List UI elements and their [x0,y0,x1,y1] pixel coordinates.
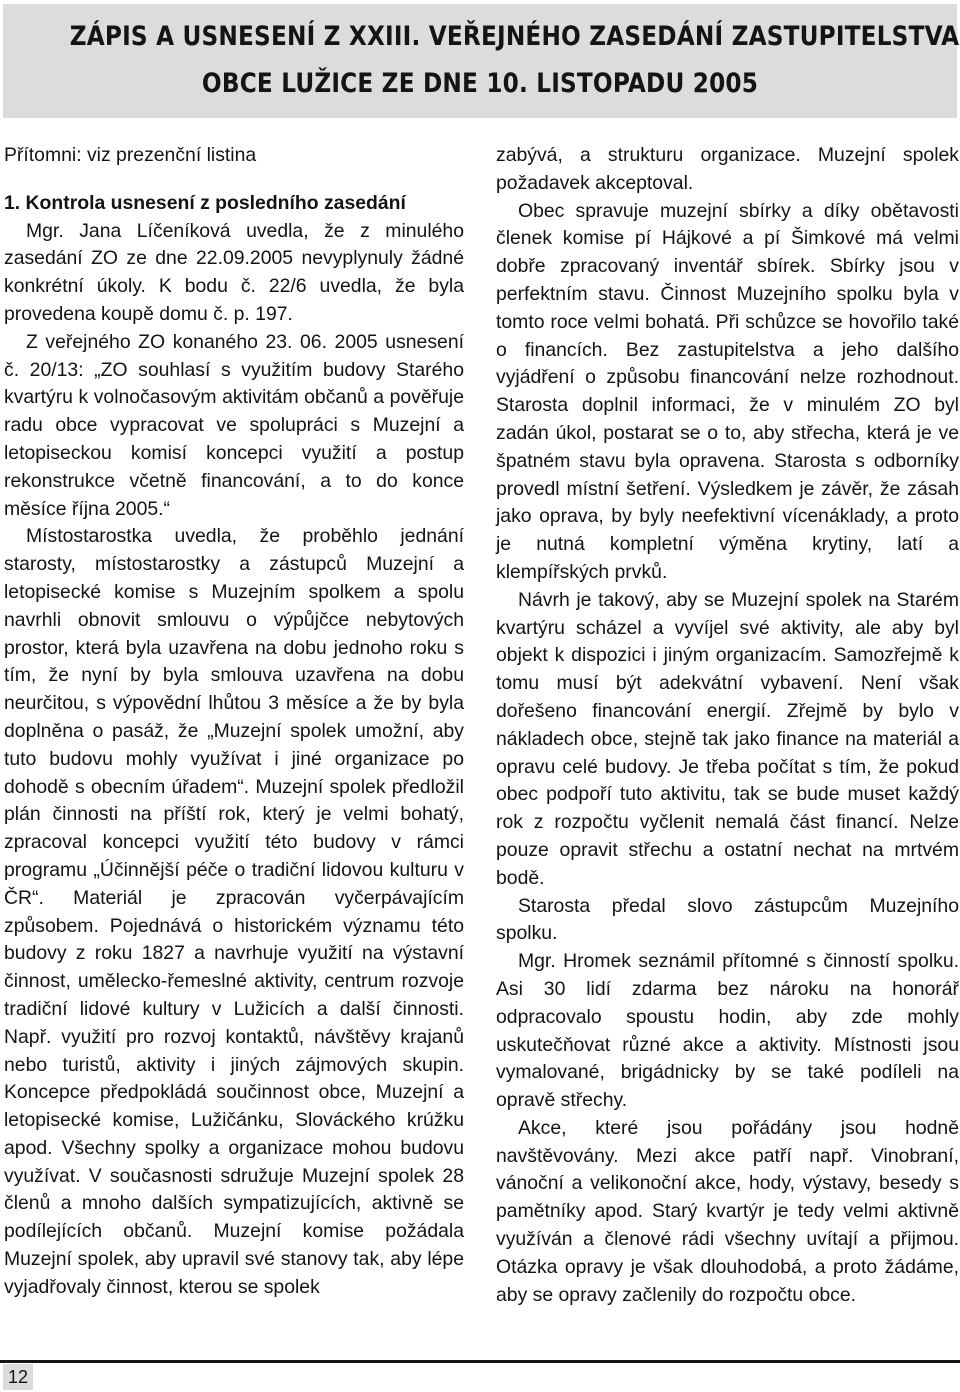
paragraph: Obec spravuje muzejní sbírky a díky obětavosti členek komise pí Hájkové a pí Šimkové má velmi dobře zpracovaný inventář sbírek. Sbírky jsou v perfektním stavu. Činnost Muzejního spolku byla v tomto roce velmi bohatá. Při schůzce se hovořilo také o financích. Bez zastupitelstva a jeho dalšího vyjádření o způsobu financování nelze rozhodnout. Starosta doplnil informaci, že v minulém ZO byl zadán úkol, postarat se o to, aby střecha, která je ve špatném stavu byla opravena. Starosta s odborníky provedl místní šetření. Výsledkem je závěr, že zásah jako oprava, by byly neefektivní vícenáklady, a proto je nutná kompletní výměna krytiny, latí a klempířských prvků. [496,199,959,583]
page-number: 12 [3,1364,33,1390]
title-line-1: ZÁPIS A USNESENÍ Z XXIII. VEŘEJNÉHO ZASEDÁNÍ ZASTUPITELSTVA [69,21,960,52]
title-line-2: OBCE LUŽICE ZE DNE 10. LISTOPADU 2005 [201,68,759,99]
title-banner [3,4,960,118]
attendance-note: Přítomni: viz prezenční listina [4,144,257,166]
paragraph: Návrh je takový, aby se Muzejní spolek na Starém kvartýru scházel a vyvíjel své aktivity, ale aby byl objekt k dispozici i jiným organizacím. Samozřejmě k tomu musí být adekvátní vybavení. Není však dořešeno financování energií. Zřejmě by bylo v nákladech obce, stejně tak jako finance na materiál a opravu celé budovy. Je třeba počítat s tím, že pokud obec podpoří tuto aktivitu, tak se bude muset každý rok z rozpočtu vyčlenit nemalá část financí. Nelze pouze opravit střechu a ostatní nechat na mrtvém bodě. [496,588,959,889]
left-column [4,142,464,1302]
footer-rule [0,1360,960,1363]
paragraph: Místostarostka uvedla, že proběhlo jednání starosty, místostarostky a zástupců Muzejní a letopisecké komise s Muzejním spolkem a spolu navrhli obnovit smlouvu o výpůjčce nebytových prostor, která byla uzavřena na dobu jednoho roku s tím, že nyní by byla smlouva uzavřena na dobu neurčitou, s výpovědní lhůtou 3 měsíce a že by byla doplněna o pasáž, že „Muzejní spolek umožní, aby tuto budovu mohly využívat i jiné organizace po dohodě s obecním úřadem“. Muzejní spolek předložil plán činnosti na příští rok, který je velmi bohatý, zpracoval koncepci využití této budovy v rámci programu „Účinnější péče o tradiční lidovou kulturu v ČR“. Materiál je zpracován vyčerpávajícím způsobem. Pojednává o historickém významu této budovy z roku 1827 a navrhuje využití na výstavní činnost, umělecko-řemeslné aktivity, centrum rozvoje tradiční lidové kultury v Lužicích a další činnosti. Např. využití pro rozvoj kontaktů, návštěvy krajanů nebo turistů, aktivity i jiných zájmových skupin. Koncepce předpokládá součinnost obce, Muzejní a letopisecké komise, Lužičánku, Slováckého krúžku apod. Všechny spolky a organizace mohou budovu využívat. V současnosti sdružuje Muzejní spolek 28 členů a mnoho dalších sympatizujících, aktivně se podílejících občanů. Muzejní komise požádala Muzejní spolek, aby upravil své stanovy tak, aby lépe vyjadřovaly činnost, kterou se spolek [4,525,464,1298]
paragraph: Z veřejného ZO konaného 23. 06. 2005 usnesení č. 20/13: „ZO souhlasí s využitím budovy Starého kvartýru k volnočasovým aktivitám občanů a pověřuje radu obce vypracovat ve spolupráci s Muzejní a letopiseckou komisí koncepci využití a postup rekonstrukce včetně financování, a to do konce měsíce října 2005.“ [4,330,464,520]
paragraph: Mgr. Jana Líčeníková uvedla, že z minulého zasedání ZO ze dne 22.09.2005 nevyplynuly žádné konkrétní úkoly. K bodu č. 22/6 uvedla, že byla provedena koupě domu č. p. 197. [4,219,464,325]
paragraph: zabývá, a strukturu organizace. Muzejní spolek požadavek akceptoval. [496,144,959,194]
paragraph: Mgr. Hromek seznámil přítomné s činností spolku. Asi 30 lidí zdarma bez nároku na honorář odpracovalo spoustu hodin, aby zde mohly uskutečňovat různé akce a aktivity. Místnosti jsou vymalované, brigádnicky by se také podíleli na opravě střechy. [496,950,959,1112]
section-heading: 1. Kontrola usnesení z posledního zasedání [4,191,406,214]
right-column [496,142,959,1309]
paragraph: Akce, které jsou pořádány jsou hodně navštěvovány. Mezi akce patří např. Vinobraní, vánoční a velikonoční akce, hody, výstavy, besedy s pamětníky apod. Starý kvartýr je tedy velmi aktivně využíván a členové rádi všechny uvítají a přijmou. Otázka opravy je však dlouhodobá, a proto žádáme, aby se opravy začlenily do rozpočtu obce. [496,1116,959,1306]
paragraph: Starosta předal slovo zástupcům Muzejního spolku. [496,894,959,945]
